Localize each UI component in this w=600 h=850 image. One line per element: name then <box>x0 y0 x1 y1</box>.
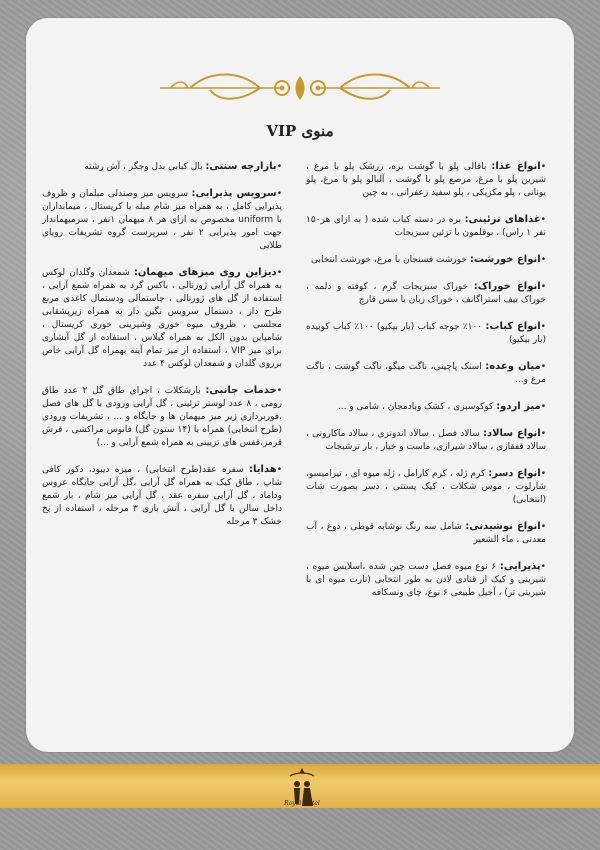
section-heading: میز اردو: <box>496 401 541 412</box>
section-heading: میان وعده: <box>485 361 541 372</box>
section-text: ۱۰۰٪ جوجه کباب (بار بیکیو) ۱۰۰٪ کباب کوبیده (بار بیکیو) <box>306 322 546 345</box>
section-text: سرویس میز وصندلی مبلمان و ظروف پذیرایی کامل ، به همراه میز شام مبله با کریستال ، میمانداران با uniform مخصوص به ازای هر ۸ میهمان ۱نفر ، سرمیهماندار جهت امور پذیرایی ۲ نفر ، سرپرست گروه تشریفات رویای طلایی <box>42 189 282 251</box>
section-text: کرم ژله ، کرم کارامل ، ژله میوه ای ، تیرامیسو، شارلوت ، موس شکلات ، کیک پستتی ، دسر بصورت شات (انتخابی) <box>306 469 546 505</box>
section-text: بارشکلات ، اجرای طاق گل ۲ عدد طاق رومی ، ۸ عدد لوستر تزئینی ، گل آرایی ورودی با گل های فصل ،فوربردازی زیر میز میهمان ها و جایگاه و ... ، تشریفات ورودی (طرح انتخابی) همراه با (۱۴ ستون گل) فانوس مراکشی ، فرش قرمز،قفس های تزیینی به همراه شمع آرایی و ...) <box>42 386 282 448</box>
section-heading: انواع دسر: <box>488 468 541 479</box>
section-heading: پذیرایی: <box>499 561 541 572</box>
menu-section: •انواع سالاد: سالاد فصل ، سالاد اندونزی ، سالاد ماکارونی ، سالاد قفقازی ، سالاد شیرازی، ماست و خیار ، بار ترشیجات <box>306 428 547 452</box>
menu-column-right <box>306 160 546 613</box>
menu-section: •دیزاین روی میزهای میهمان: شمعدان وگلدان لوکس به همراه گل آرایی ژورنالی ، باکس گرد به همراه شمع آرایی ، استفاده از گل های ژورنالی ، جاستمالی ودستمال کاغذی مربع طرح دار ، دستمال سرویس نگین دار به همراه زیرپشقابی مجلسی ، ظروف میوه خوری وشیرینی خوری کریستال ، شامپاین بدون الکل به همراه گیلاس ، استفاده از گل آبشاری برای میز VIP ، استفاده از میز تمام آینه بهمراه گل آرایی خاص برروی گلدان و شمعدان لوکس ۴ عدد <box>42 267 282 369</box>
section-heading: انواع خورشت: <box>469 254 541 265</box>
section-text: بال کبابی بدل وجگر ، آش رشته <box>84 162 206 172</box>
menu-column-left <box>42 160 282 542</box>
menu-section: •سرویس پذیرایی: سرویس میز وصندلی مبلمان و ظروف پذیرایی کامل ، به همراه میز شام مبله با کریستال ، میمانداران با uniform مخصوص به ازای هر ۸ میهمان ۱نفر ، سرمیهماندار جهت امور پذیرایی ۲ نفر ، سرپرست گروه تشریفات رویای طلایی <box>42 188 282 251</box>
section-heading: دیزاین روی میزهای میهمان: <box>133 267 277 278</box>
section-text: سفره عقد(طرح انتخابی) ، میزه دیبود، دکور کافی شاپ ، طاق کیک به همراه گل آرایی ،گل آرایی جایگاه عروس وداماد ، گل آرایی سفره عقد ، گل آرایی میز شام ، بار شمع داخل سالن با گل آرایی ، آتش بازی ۳ مرحله ، استفاده از یخ خشک ۳ مرحله <box>42 465 282 527</box>
section-text: خورشت فسنجان با مرغ، خورشت انتخابی <box>310 255 470 265</box>
menu-section: •انواع نوشیدنی: شامل سه رنگ نوشابه قوطی ، دوغ ، آب معدنی ، ماء الشعیر <box>306 521 546 545</box>
section-heading: انواع سالاد: <box>482 428 541 439</box>
menu-section: •میان وعده: اسنک پاچینی، ناگت میگو، ناگت گوشت ، ناگت مرغ و... <box>306 361 547 385</box>
section-heading: انواع نوشیدنی: <box>465 521 541 532</box>
section-text: بره در دسته کباب شده ( به ازای هر۱۵۰ نفر ۱ راس) ، بوقلمون با تزئین سبزیجات <box>306 215 546 238</box>
section-text: کوکوسبزی ، کشک وبادمجان ، شامی و ... <box>337 402 497 412</box>
menu-section: •غذاهای تزئینی: بره در دسته کباب شده ( به ازای هر۱۵۰ نفر ۱ راس) ، بوقلمون با تزئین سبزیجات <box>306 214 546 238</box>
section-text: اسنک پاچینی، ناگت میگو، ناگت گوشت ، ناگت مرغ و... <box>306 362 546 385</box>
section-heading: انواع کباب: <box>485 321 541 332</box>
section-text: سالاد فصل ، سالاد اندونزی ، سالاد ماکارونی ، سالاد قفقازی ، سالاد شیرازی، ماست و خیار ، بار ترشیجات <box>306 429 546 452</box>
menu-section: •انواع کباب: ۱۰۰٪ جوجه کباب (بار بیکیو) ۱۰۰٪ کباب کوبیده (بار بیکیو) <box>306 321 546 345</box>
section-heading: غذاهای تزئینی: <box>464 214 541 225</box>
section-heading: هدایا: <box>249 464 277 475</box>
page-title: منوی VIP <box>266 122 334 140</box>
section-text: شمعدان وگلدان لوکس به همراه گل آرایی ژورنالی ، باکس گرد به همراه شمع آرایی ، استفاده از گل های ژورنالی ، جاستمالی ودستمال کاغذی مربع طرح دار ، دستمال سرویس نگین دار به همراه زیرپشقابی مجلسی ، ظروف میوه خوری وشیرینی خوری کریستال ، شامپاین بدون الکل به همراه گیلاس ، استفاده از گل آبشاری برای میز VIP ، استفاده از میز تمام آینه بهمراه گل آرایی خاص برروی گلدان و شمعدان لوکس ۴ عدد <box>42 268 282 369</box>
section-text: شامل سه رنگ نوشابه قوطی ، دوغ ، آب معدنی ، ماء الشعیر <box>306 522 546 545</box>
menu-section: •بازارچه سنتی: بال کبابی بدل وجگر ، آش رشته <box>84 161 282 172</box>
logo-wordmark: Royal Hotel <box>284 800 320 807</box>
section-heading: سرویس پذیرایی: <box>191 188 277 199</box>
gold-flourish-ornament <box>150 66 450 110</box>
section-heading: خدمات جانبی: <box>205 385 277 396</box>
menu-section: •هدایا: سفره عقد(طرح انتخابی) ، میزه دیبود، دکور کافی شاپ ، طاق کیک به همراه گل آرایی ،گل آرایی جایگاه عروس وداماد ، گل آرایی سفره عقد ، گل آرایی میز شام ، بار شمع داخل سالن با گل آرایی ، آتش بازی ۳ مرحله ، استفاده از یخ خشک ۳ مرحله <box>42 464 282 527</box>
menu-section: •خدمات جانبی: بارشکلات ، اجرای طاق گل ۲ عدد طاق رومی ، ۸ عدد لوستر تزئینی ، گل آرایی ورودی با گل های فصل ،فوربردازی زیر میز میهمان ها و جایگاه و ... ، تشریفات ورودی (طرح انتخابی) همراه با (۱۴ ستون گل) فانوس مراکشی ، فرش قرمز،قفس های تزیینی به همراه شمع آرایی و ...) <box>42 385 282 448</box>
section-text: خوراک سبزیجات گرم ، کوفته و دلمه ، خوراک بیف استراگانف ، خوراک زبان با سس قارچ <box>306 282 546 305</box>
menu-section: •انواع غذا: باقالی پلو با گوشت بره، زرشک پلو با مرغ ، شیرین پلو با مرغ، مرصع پلو با گوشت ، آلبالو پلو با مرغ، پلو یونانی ، پلو مکزیکی ، پلو سفید زعفرانی ، به چین <box>306 161 546 198</box>
section-heading: بازارچه سنتی: <box>205 161 277 172</box>
section-heading: انواع غذا: <box>491 161 541 172</box>
section-heading: انواع خوراک: <box>473 281 541 292</box>
menu-section: •پذیرایی: ۶ نوع میوه فصل دست چین شده ،اسلایس میوه ، شیرینی و کیک از قنادی لادن به طور انتخابی (تارت میوه ای با شیرینی تر) ، آجیل طبیعی ۶ نوع، چای ونسکافه <box>306 561 546 598</box>
menu-section: •انواع خوراک: خوراک سبزیجات گرم ، کوفته و دلمه ، خوراک بیف استراگانف ، خوراک زبان با سس قارچ <box>306 281 546 305</box>
menu-section: •انواع دسر: کرم ژله ، کرم کارامل ، ژله میوه ای ، تیرامیسو، شارلوت ، موس شکلات ، کیک پستتی ، دسر بصورت شات (انتخابی) <box>306 468 546 505</box>
menu-section: •انواع خورشت: خورشت فسنجان با مرغ، خورشت انتخابی <box>310 254 546 265</box>
section-text: ۶ نوع میوه فصل دست چین شده ،اسلایس میوه ، شیرینی و کیک از قنادی لادن به طور انتخابی (تارت میوه ای با شیرینی تر) ، آجیل طبیعی ۶ نوع، چای ونسکافه <box>306 562 546 598</box>
menu-section: •میز اردو: کوکوسبزی ، کشک وبادمجان ، شامی و ... <box>337 401 546 412</box>
section-text: باقالی پلو با گوشت بره، زرشک پلو با مرغ ، شیرین پلو با مرغ، مرصع پلو با گوشت ، آلبالو پلو با مرغ، پلو یونانی ، پلو مکزیکی ، پلو سفید زعفرانی ، به چین <box>306 162 546 198</box>
